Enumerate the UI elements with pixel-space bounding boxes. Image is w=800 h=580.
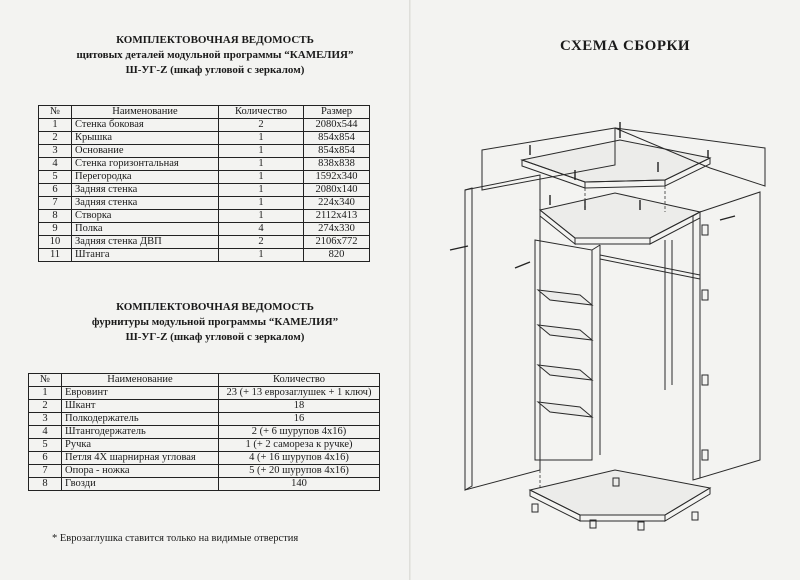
row-name: Гвозди [62,478,219,491]
table-row [39,145,370,158]
row-size: 2080х140 [304,184,370,197]
row-size: 854х854 [304,145,370,158]
hardware-parts-heading [40,33,390,78]
row-quantity: 23 (+ 13 еврозаглушек + 1 ключ) [219,387,380,400]
row-name: Створка [72,210,219,223]
row-quantity: 4 (+ 16 шурупов 4х16) [219,452,380,465]
row-size: 224х340 [304,197,370,210]
row-size: 2106х772 [304,236,370,249]
row-quantity: 2 [219,236,304,249]
row-quantity: 18 [219,400,380,413]
row-name: Полкодержатель [62,413,219,426]
row-number: 11 [39,249,72,262]
row-quantity: 1 [219,132,304,145]
row-name: Основание [72,145,219,158]
row-name: Полка [72,223,219,236]
heading-subtitle: щитовых деталей модульной программы “КАМЕЛИЯ” [76,49,354,61]
table-row [29,387,380,400]
row-number: 5 [29,439,62,452]
row-size: 820 [304,249,370,262]
row-quantity: 1 [219,158,304,171]
left-side-wall [465,175,540,490]
row-name: Ручка [62,439,219,452]
table-row [29,465,380,478]
row-number: 8 [29,478,62,491]
row-quantity: 1 [219,145,304,158]
row-size: 1592х340 [304,171,370,184]
col-quantity: Количество [219,106,304,119]
row-quantity: 2 (+ 6 шурупов 4х16) [219,426,380,439]
back-corner-post [665,240,672,390]
row-number: 3 [29,413,62,426]
row-name: Задняя стенка [72,184,219,197]
row-quantity: 1 [219,210,304,223]
table-row [39,119,370,132]
row-name: Крышка [72,132,219,145]
table-row [29,413,380,426]
base-panel [530,470,710,521]
row-name: Евровинт [62,387,219,400]
row-size: 838х838 [304,158,370,171]
table-row [39,184,370,197]
row-quantity: 5 (+ 20 шурупов 4х16) [219,465,380,478]
row-number: 2 [29,400,62,413]
row-quantity: 16 [219,413,380,426]
right-page [410,0,800,580]
row-name: Стенка горизонтальная [72,158,219,171]
row-number: 8 [39,210,72,223]
panel-parts-table [38,105,370,262]
heading-model: Ш-УГ-Z (шкаф угловой с зеркалом) [125,331,305,343]
row-number: 4 [39,158,72,171]
row-quantity: 1 [219,197,304,210]
table-row [39,171,370,184]
col-number: № [29,374,62,387]
table-header-row [29,374,380,387]
row-name: Штанга [72,249,219,262]
row-quantity: 1 [219,184,304,197]
row-quantity: 1 [219,171,304,184]
row-number: 5 [39,171,72,184]
row-number: 2 [39,132,72,145]
row-name: Шкант [62,400,219,413]
row-name: Петля 4Х шарнирная угловая [62,452,219,465]
table-row [39,210,370,223]
col-name: Наименование [62,374,219,387]
assembly-scheme-title: СХЕМА СБОРКИ [560,38,691,54]
row-number: 1 [29,387,62,400]
row-number: 7 [39,197,72,210]
row-size: 2112х413 [304,210,370,223]
heading-subtitle: фурнитуры модульной программы “КАМЕЛИЯ” [91,316,339,328]
row-quantity: 140 [219,478,380,491]
fittings-table [28,373,380,491]
table-row [39,132,370,145]
screws [450,122,735,268]
row-quantity: 2 [219,119,304,132]
top-cover-panel [522,140,710,188]
row-name: Штангодержатель [62,426,219,439]
row-number: 6 [39,184,72,197]
row-name: Перегородка [72,171,219,184]
row-size: 854х854 [304,132,370,145]
col-number: № [39,106,72,119]
heading-title: КОМПЛЕКТОВОЧНАЯ ВЕДОМОСТЬ [116,34,314,46]
heading-title: КОМПЛЕКТОВОЧНАЯ ВЕДОМОСТЬ [116,301,314,313]
partition-with-shelves [535,240,600,460]
table-row [29,426,380,439]
footnote: * Еврозаглушка ставится только на видимые отверстия [52,533,299,544]
row-size: 2080х544 [304,119,370,132]
row-size: 274х330 [304,223,370,236]
row-quantity: 1 (+ 2 самореза к ручке) [219,439,380,452]
heading-model: Ш-УГ-Z (шкаф угловой с зеркалом) [125,64,305,76]
table-row [39,236,370,249]
table-row [39,158,370,171]
row-quantity: 1 [219,249,304,262]
row-name: Задняя стенка [72,197,219,210]
assembly-diagram [410,0,800,580]
row-number: 6 [29,452,62,465]
col-quantity: Количество [219,374,380,387]
table-row [29,439,380,452]
row-number: 1 [39,119,72,132]
row-number: 4 [29,426,62,439]
row-number: 10 [39,236,72,249]
row-number: 3 [39,145,72,158]
table-row [39,223,370,236]
table-header-row [39,106,370,119]
table-row [29,400,380,413]
hanging-rod [600,255,700,279]
row-name: Задняя стенка ДВП [72,236,219,249]
row-name: Стенка боковая [72,119,219,132]
row-number: 7 [29,465,62,478]
door-hinges [702,225,708,460]
table-row [39,197,370,210]
table-row [29,452,380,465]
row-name: Опора - ножка [62,465,219,478]
row-number: 9 [39,223,72,236]
fittings-heading [40,300,390,345]
table-row [39,249,370,262]
row-quantity: 4 [219,223,304,236]
table-row [29,478,380,491]
col-size: Размер [304,106,370,119]
horizontal-wall-panel [540,193,700,244]
col-name: Наименование [72,106,219,119]
